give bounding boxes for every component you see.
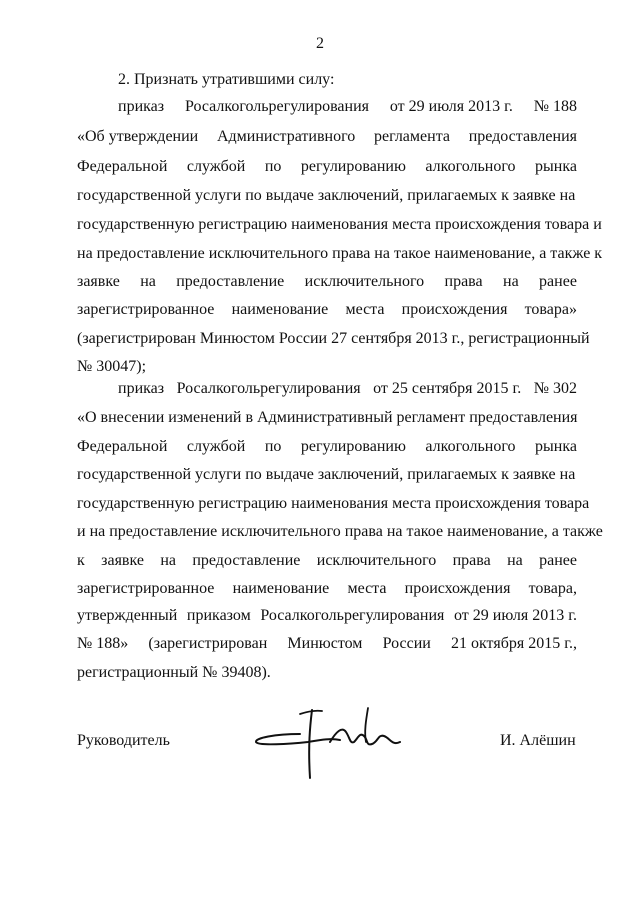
order1-line — [77, 157, 577, 177]
word: происхождения — [401, 301, 508, 318]
order2-line — [77, 634, 577, 654]
word: на — [503, 273, 519, 290]
word: 21 октября 2015 г., — [450, 635, 577, 652]
word: «Об утверждении — [77, 128, 199, 145]
word: от 29 июля 2013 г. — [389, 98, 513, 115]
word: на — [160, 552, 176, 569]
word: Федеральной — [77, 438, 168, 455]
order2-line: регистрационный № 39408). — [77, 664, 271, 681]
word: (зарегистрирован — [148, 635, 268, 652]
word: № 188» — [77, 635, 129, 652]
word: утвержденный — [77, 607, 178, 624]
word: от 25 сентября 2015 г. — [373, 380, 522, 397]
word: к — [77, 552, 85, 569]
word: на — [140, 273, 156, 290]
word: рынка — [535, 438, 577, 455]
order2-line — [118, 379, 577, 399]
word: Росалкогольрегулирования — [176, 380, 361, 397]
order2-line: государственную регистрацию наименования места происхождения товара — [77, 495, 590, 512]
order2-line: «О внесении изменений в Административный регламент предоставления — [77, 409, 578, 426]
word: наименование — [232, 580, 330, 597]
order1-line — [77, 272, 577, 292]
order1-line: (зарегистрирован Минюстом России 27 сентября 2013 г., регистрационный — [77, 330, 590, 347]
word: права — [444, 273, 483, 290]
word: товара» — [524, 301, 577, 318]
word: приказ — [118, 98, 165, 115]
order1-line: № 30047); — [77, 358, 147, 375]
order2-line — [77, 551, 577, 571]
word: России — [382, 635, 431, 652]
signatory-name: И. Алёшин — [500, 732, 576, 749]
word: алкогольного — [425, 158, 516, 175]
word: ранее — [539, 273, 577, 290]
order2-line — [77, 579, 577, 599]
word: происхождения — [404, 580, 511, 597]
word: зарегистрированное — [77, 580, 215, 597]
word: алкогольного — [425, 438, 516, 455]
word: службой — [186, 158, 246, 175]
word: заявке — [101, 552, 144, 569]
word: зарегистрированное — [77, 301, 215, 318]
word: по — [264, 438, 282, 455]
word: права — [452, 552, 491, 569]
word: Федеральной — [77, 158, 168, 175]
order1-line: государственную регистрацию наименования места происхождения товара и — [77, 216, 602, 233]
word: места — [345, 301, 385, 318]
word: рынка — [535, 158, 577, 175]
word: регламента — [373, 128, 450, 145]
word: Росалкогольрегулирования — [260, 607, 445, 624]
word: предоставление — [192, 552, 301, 569]
order1-line — [118, 97, 577, 117]
order1-line: на предоставление исключительного права на такое наименование, а также к — [77, 245, 603, 262]
order1-line: государственной услуги по выдаче заключений, прилагаемых к заявке на — [77, 187, 576, 204]
word: Административного — [216, 128, 356, 145]
word: регулированию — [300, 438, 406, 455]
word: № 302 — [533, 380, 577, 397]
signatory-title: Руководитель — [77, 732, 170, 749]
order2-line: государственной услуги по выдаче заключений, прилагаемых к заявке на — [77, 466, 576, 483]
word: ранее — [539, 552, 577, 569]
heading: 2. Признать утратившими силу: — [118, 71, 335, 88]
word: исключительного — [304, 273, 425, 290]
order1-line — [77, 127, 577, 147]
signature-image — [250, 702, 410, 782]
word: от 29 июля 2013 г. — [454, 607, 577, 624]
page-number: 2 — [316, 35, 324, 52]
order2-line — [77, 606, 577, 626]
word: приказ — [118, 380, 165, 397]
word: № 188 — [533, 98, 577, 115]
order2-line — [77, 437, 577, 457]
order1-line — [77, 300, 577, 320]
word: приказом — [186, 607, 251, 624]
word: места — [347, 580, 387, 597]
word: наименование — [231, 301, 329, 318]
word: на — [507, 552, 523, 569]
word: службой — [186, 438, 246, 455]
word: предоставления — [468, 128, 577, 145]
word: Минюстом — [287, 635, 363, 652]
word: исключительного — [316, 552, 437, 569]
word: по — [264, 158, 282, 175]
word: товара, — [528, 580, 577, 597]
word: Росалкогольрегулирования — [184, 98, 369, 115]
order2-line: и на предоставление исключительного права на такое наименование, а также — [77, 523, 603, 540]
word: регулированию — [300, 158, 406, 175]
word: предоставление — [176, 273, 285, 290]
word: заявке — [77, 273, 120, 290]
